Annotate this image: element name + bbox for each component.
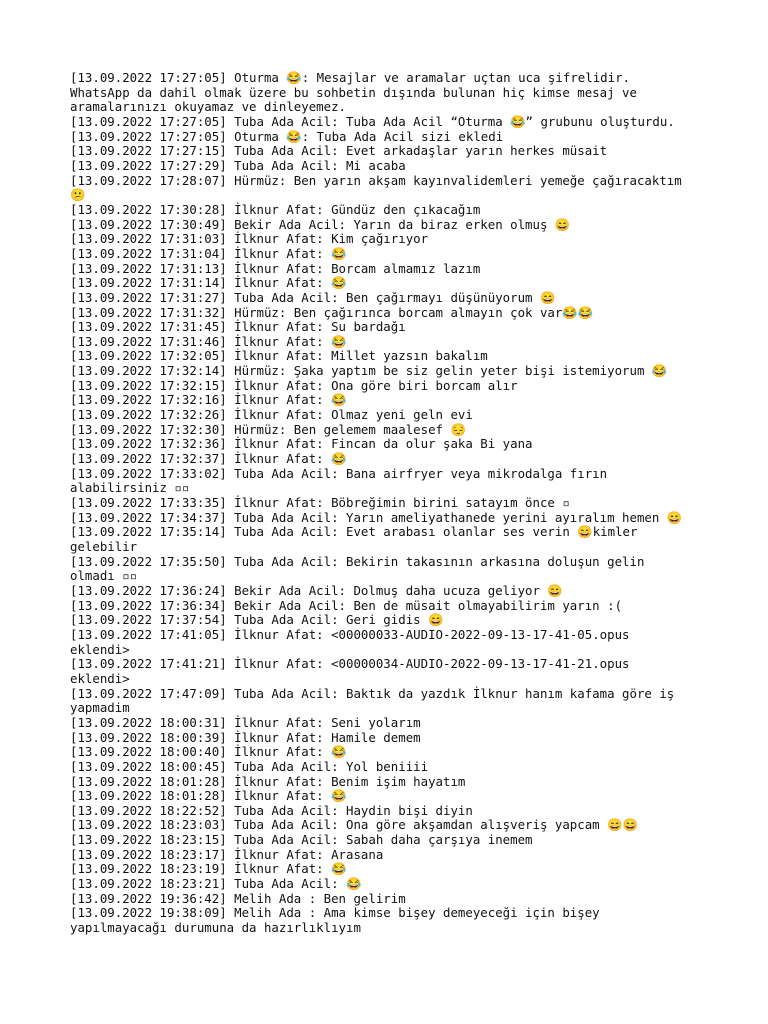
chat-message-line: [13.09.2022 17:31:14] İlknur Afat: 😂 xyxy=(70,275,347,291)
chat-message-line: [13.09.2022 19:38:09] Melih Ada : Ama kimse bişey demeyeceği için bişey yapılmayacağı durumuna da hazırlıklıyım xyxy=(70,905,608,936)
chat-message-line: [13.09.2022 17:30:28] İlknur Afat: Gündüz den çıkacağım xyxy=(70,201,481,217)
chat-message-line: [13.09.2022 18:22:52] Tuba Ada Acil: Haydin bişi diyin xyxy=(70,802,473,818)
chat-message-line: [13.09.2022 17:35:14] Tuba Ada Acil: Evet arabası olanlar ses verin 😄kimler gelebilir xyxy=(70,524,645,554)
chat-message-line: [13.09.2022 17:32:26] İlknur Afat: Olmaz yeni geln evi xyxy=(70,407,473,423)
chat-message-line: [13.09.2022 17:35:50] Tuba Ada Acil: Bekirin takasının arkasına doluşun gelin olmadı ▫▫ xyxy=(70,553,652,584)
chat-message-line: [13.09.2022 17:31:04] İlknur Afat: 😂 xyxy=(70,245,347,261)
chat-message-line: [13.09.2022 17:36:34] Bekir Ada Acil: Ben de müsait olmayabilirim yarın :( xyxy=(70,597,623,613)
chat-message-line: [13.09.2022 17:47:09] Tuba Ada Acil: Baktık da yazdık İlknur hanım kafama göre iş yapmadim xyxy=(70,685,682,716)
chat-message-line: [13.09.2022 18:23:17] İlknur Afat: Arasana xyxy=(70,846,384,862)
chat-message-line: [13.09.2022 18:23:21] Tuba Ada Acil: 😂 xyxy=(70,876,362,892)
chat-message-line: [13.09.2022 17:31:13] İlknur Afat: Borcam almamız lazım xyxy=(70,260,481,276)
chat-message-line: [13.09.2022 18:00:45] Tuba Ada Acil: Yol beniiii xyxy=(70,758,429,774)
chat-message-line: [13.09.2022 17:31:27] Tuba Ada Acil: Ben çağırmayı düşünüyorum 😄 xyxy=(70,289,556,305)
chat-export-document xyxy=(70,71,685,936)
chat-message-line: [13.09.2022 17:31:03] İlknur Afat: Kim çağırıyor xyxy=(70,231,429,247)
chat-message-line: [13.09.2022 17:37:54] Tuba Ada Acil: Geri gidis 😄 xyxy=(70,612,444,628)
chat-message-line: [13.09.2022 17:32:14] Hürmüz: Şaka yaptım be siz gelin yeter bişi istemiyorum 😂 xyxy=(70,363,668,379)
chat-message-line: [13.09.2022 17:33:02] Tuba Ada Acil: Bana airfryer veya mikrodalga fırın alabilirsiniz ▫▫ xyxy=(70,465,615,496)
chat-message-line: [13.09.2022 18:00:31] İlknur Afat: Seni yolarım xyxy=(70,714,421,730)
chat-message-line: [13.09.2022 17:32:05] İlknur Afat: Millet yazsın bakalım xyxy=(70,348,488,364)
chat-message-line: [13.09.2022 18:23:03] Tuba Ada Acil: Ona göre akşamdan alışveriş yapcam 😄😄 xyxy=(70,817,638,833)
chat-message-line: [13.09.2022 17:31:32] Hürmüz: Ben çağırınca borcam almayın çok var😂😂 xyxy=(70,304,594,320)
chat-message-line: [13.09.2022 17:27:05] Tuba Ada Acil: Tuba Ada Acil “Oturma 😂” grubunu oluşturdu. xyxy=(70,113,675,129)
chat-message-line: [13.09.2022 18:23:15] Tuba Ada Acil: Sabah daha çarşıya inemem xyxy=(70,832,533,848)
chat-message-line: [13.09.2022 18:01:28] İlknur Afat: 😂 xyxy=(70,788,347,804)
chat-message-line: [13.09.2022 17:34:37] Tuba Ada Acil: Yarın ameliyathanede yerini ayıralım hemen 😄 xyxy=(70,509,683,525)
chat-message-line: [13.09.2022 18:23:19] İlknur Afat: 😂 xyxy=(70,861,347,877)
chat-message-line: [13.09.2022 19:36:42] Melih Ada : Ben gelirim xyxy=(70,890,406,906)
chat-message-line: [13.09.2022 17:36:24] Bekir Ada Acil: Dolmuş daha ucuza geliyor 😄 xyxy=(70,582,563,598)
chat-message-line: [13.09.2022 17:30:49] Bekir Ada Acil: Yarın da biraz erken olmuş 😄 xyxy=(70,216,571,232)
chat-message-line: [13.09.2022 17:32:36] İlknur Afat: Fincan da olur şaka Bi yana xyxy=(70,436,533,452)
chat-message-line: [13.09.2022 17:27:05] Oturma 😂: Mesajlar ve aramalar uçtan uca şifrelidir. WhatsApp da dahil olmak üzere bu sohbetin dışında bulunan hiç kimse mesaj ve aramalarınızı okuyamaz ve dinleyemez. xyxy=(70,70,645,115)
chat-message-line: [13.09.2022 17:33:35] İlknur Afat: Böbreğimin birini satayım önce ▫ xyxy=(70,495,570,511)
chat-message-line: [13.09.2022 17:27:15] Tuba Ada Acil: Evet arkadaşlar yarın herkes müsait xyxy=(70,143,608,159)
chat-message-line: [13.09.2022 18:00:39] İlknur Afat: Hamile demem xyxy=(70,729,421,745)
chat-message-line: [13.09.2022 17:32:37] İlknur Afat: 😂 xyxy=(70,451,347,467)
chat-message-line: [13.09.2022 17:27:05] Oturma 😂: Tuba Ada Acil sizi ekledi xyxy=(70,128,504,144)
chat-message-line: [13.09.2022 17:41:05] İlknur Afat: <00000033-AUDIO-2022-09-13-17-41-05.opus eklendi> xyxy=(70,626,637,657)
chat-message-line: [13.09.2022 17:32:15] İlknur Afat: Ona göre biri borcam alır xyxy=(70,377,518,393)
chat-message-line: [13.09.2022 17:31:46] İlknur Afat: 😂 xyxy=(70,333,347,349)
chat-message-line: [13.09.2022 17:41:21] İlknur Afat: <00000034-AUDIO-2022-09-13-17-41-21.opus eklendi> xyxy=(70,656,637,686)
chat-message-line: [13.09.2022 18:00:40] İlknur Afat: 😂 xyxy=(70,744,347,760)
chat-message-line: [13.09.2022 17:28:07] Hürmüz: Ben yarın akşam kayınvalidemleri yemeğe çağıracaktım😕 xyxy=(70,172,682,203)
chat-message-line: [13.09.2022 17:32:16] İlknur Afat: 😂 xyxy=(70,392,347,408)
chat-message-line: [13.09.2022 17:31:45] İlknur Afat: Su bardağı xyxy=(70,319,406,335)
chat-message-line: [13.09.2022 18:01:28] İlknur Afat: Benim işim hayatım xyxy=(70,773,466,789)
chat-message-line: [13.09.2022 17:27:29] Tuba Ada Acil: Mi acaba xyxy=(70,157,406,173)
chat-message-line: [13.09.2022 17:32:30] Hürmüz: Ben gelemem maalesef 😔 xyxy=(70,421,466,437)
